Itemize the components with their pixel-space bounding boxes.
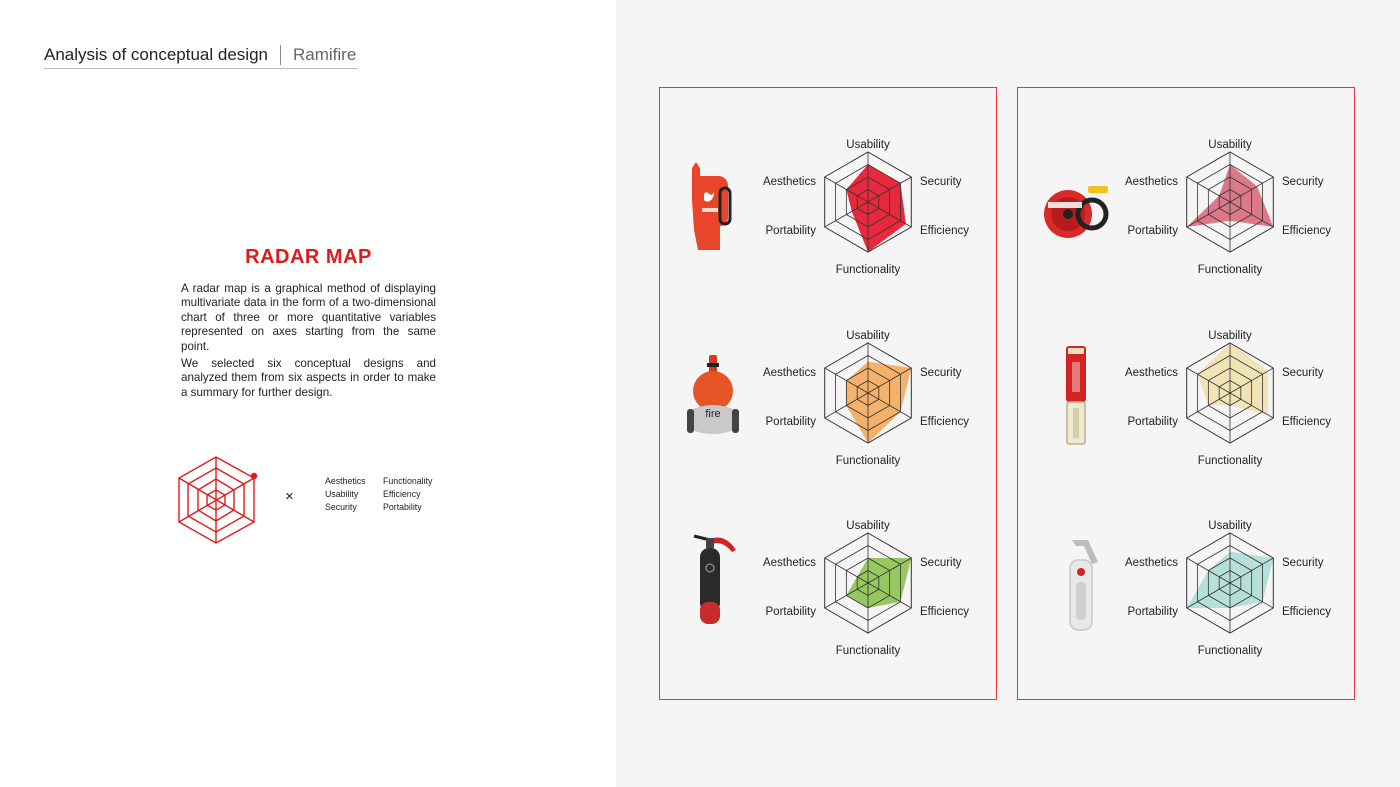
radar-axis-label-portability: Portability bbox=[1127, 606, 1178, 618]
radar-axis-label-efficiency: Efficiency bbox=[920, 416, 970, 428]
radar-chart-6 bbox=[1125, 520, 1331, 657]
radar-axis-label-usability: Usability bbox=[1208, 520, 1252, 532]
radar-axis-label-efficiency: Efficiency bbox=[1282, 606, 1332, 618]
intro-paragraph-2: We selected six conceptual designs and analyzed them from six aspects in order to make a summary for further design. bbox=[181, 357, 436, 399]
radar-axis-label-efficiency: Efficiency bbox=[920, 225, 970, 237]
radar-chart-4 bbox=[1125, 330, 1331, 467]
radar-axis-label-usability: Usability bbox=[846, 139, 890, 151]
radar-axis-label-security: Security bbox=[1282, 557, 1324, 569]
aspect-efficiency: Efficiency bbox=[383, 489, 421, 499]
radar-axis-label-security: Security bbox=[1282, 176, 1324, 188]
radar-chart-1 bbox=[763, 139, 969, 276]
radar-axis-label-efficiency: Efficiency bbox=[920, 606, 970, 618]
radar-axis-label-security: Security bbox=[920, 176, 962, 188]
radar-axis-label-portability: Portability bbox=[1127, 416, 1178, 428]
intro-paragraph-1: A radar map is a graphical method of displaying multivariate data in the form of a two-dimensional chart of three or more quantitative variables represented on axes starting from the same point. bbox=[181, 282, 436, 353]
radar-area-1 bbox=[846, 165, 906, 253]
radar-axis-label-aesthetics: Aesthetics bbox=[1124, 367, 1178, 379]
radar-axis-label-security: Security bbox=[920, 367, 962, 379]
radar-axis-label-portability: Portability bbox=[1127, 225, 1178, 237]
radar-axis-label-portability: Portability bbox=[765, 606, 816, 618]
radar-axis-label-usability: Usability bbox=[846, 330, 890, 342]
radar-axis-label-security: Security bbox=[920, 557, 962, 569]
radar-axis-label-aesthetics: Aesthetics bbox=[762, 367, 816, 379]
radar-axis-label-portability: Portability bbox=[765, 225, 816, 237]
radar-axis-label-efficiency: Efficiency bbox=[1282, 225, 1332, 237]
radar-chart-3 bbox=[763, 330, 969, 467]
radar-axis-label-aesthetics: Aesthetics bbox=[762, 176, 816, 188]
radar-axis-label-aesthetics: Aesthetics bbox=[1124, 176, 1178, 188]
radar-axis-label-functionality: Functionality bbox=[835, 264, 901, 276]
page-title: Analysis of conceptual design bbox=[44, 45, 268, 64]
radar-axis-label-functionality: Functionality bbox=[1197, 645, 1263, 657]
radar-axis-label-functionality: Functionality bbox=[835, 645, 901, 657]
aspect-functionality: Functionality bbox=[383, 476, 433, 486]
radar-chart-2 bbox=[1125, 139, 1331, 276]
times-symbol: × bbox=[285, 488, 294, 505]
radar-axis-label-functionality: Functionality bbox=[1197, 455, 1263, 467]
radar-axis-label-usability: Usability bbox=[1208, 330, 1252, 342]
radar-axis-label-usability: Usability bbox=[846, 520, 890, 532]
radar-axis-label-functionality: Functionality bbox=[1197, 264, 1263, 276]
brand-name: Ramifire bbox=[292, 45, 357, 64]
radar-axis-label-aesthetics: Aesthetics bbox=[1124, 557, 1178, 569]
radar-map-heading: RADAR MAP bbox=[245, 246, 372, 268]
radar-axis-label-functionality: Functionality bbox=[835, 455, 901, 467]
radar-axis-label-portability: Portability bbox=[765, 416, 816, 428]
aspect-portability: Portability bbox=[383, 502, 422, 512]
radar-axis-label-aesthetics: Aesthetics bbox=[762, 557, 816, 569]
radar-chart-5 bbox=[763, 520, 969, 657]
radar-axis-label-usability: Usability bbox=[1208, 139, 1252, 151]
aspect-aesthetics: Aesthetics bbox=[325, 476, 366, 486]
radar-axis-label-efficiency: Efficiency bbox=[1282, 416, 1332, 428]
svg-text:fire: fire bbox=[705, 408, 721, 420]
radar-axis-label-security: Security bbox=[1282, 367, 1324, 379]
aspect-usability: Usability bbox=[325, 489, 359, 499]
aspect-security: Security bbox=[325, 502, 357, 512]
